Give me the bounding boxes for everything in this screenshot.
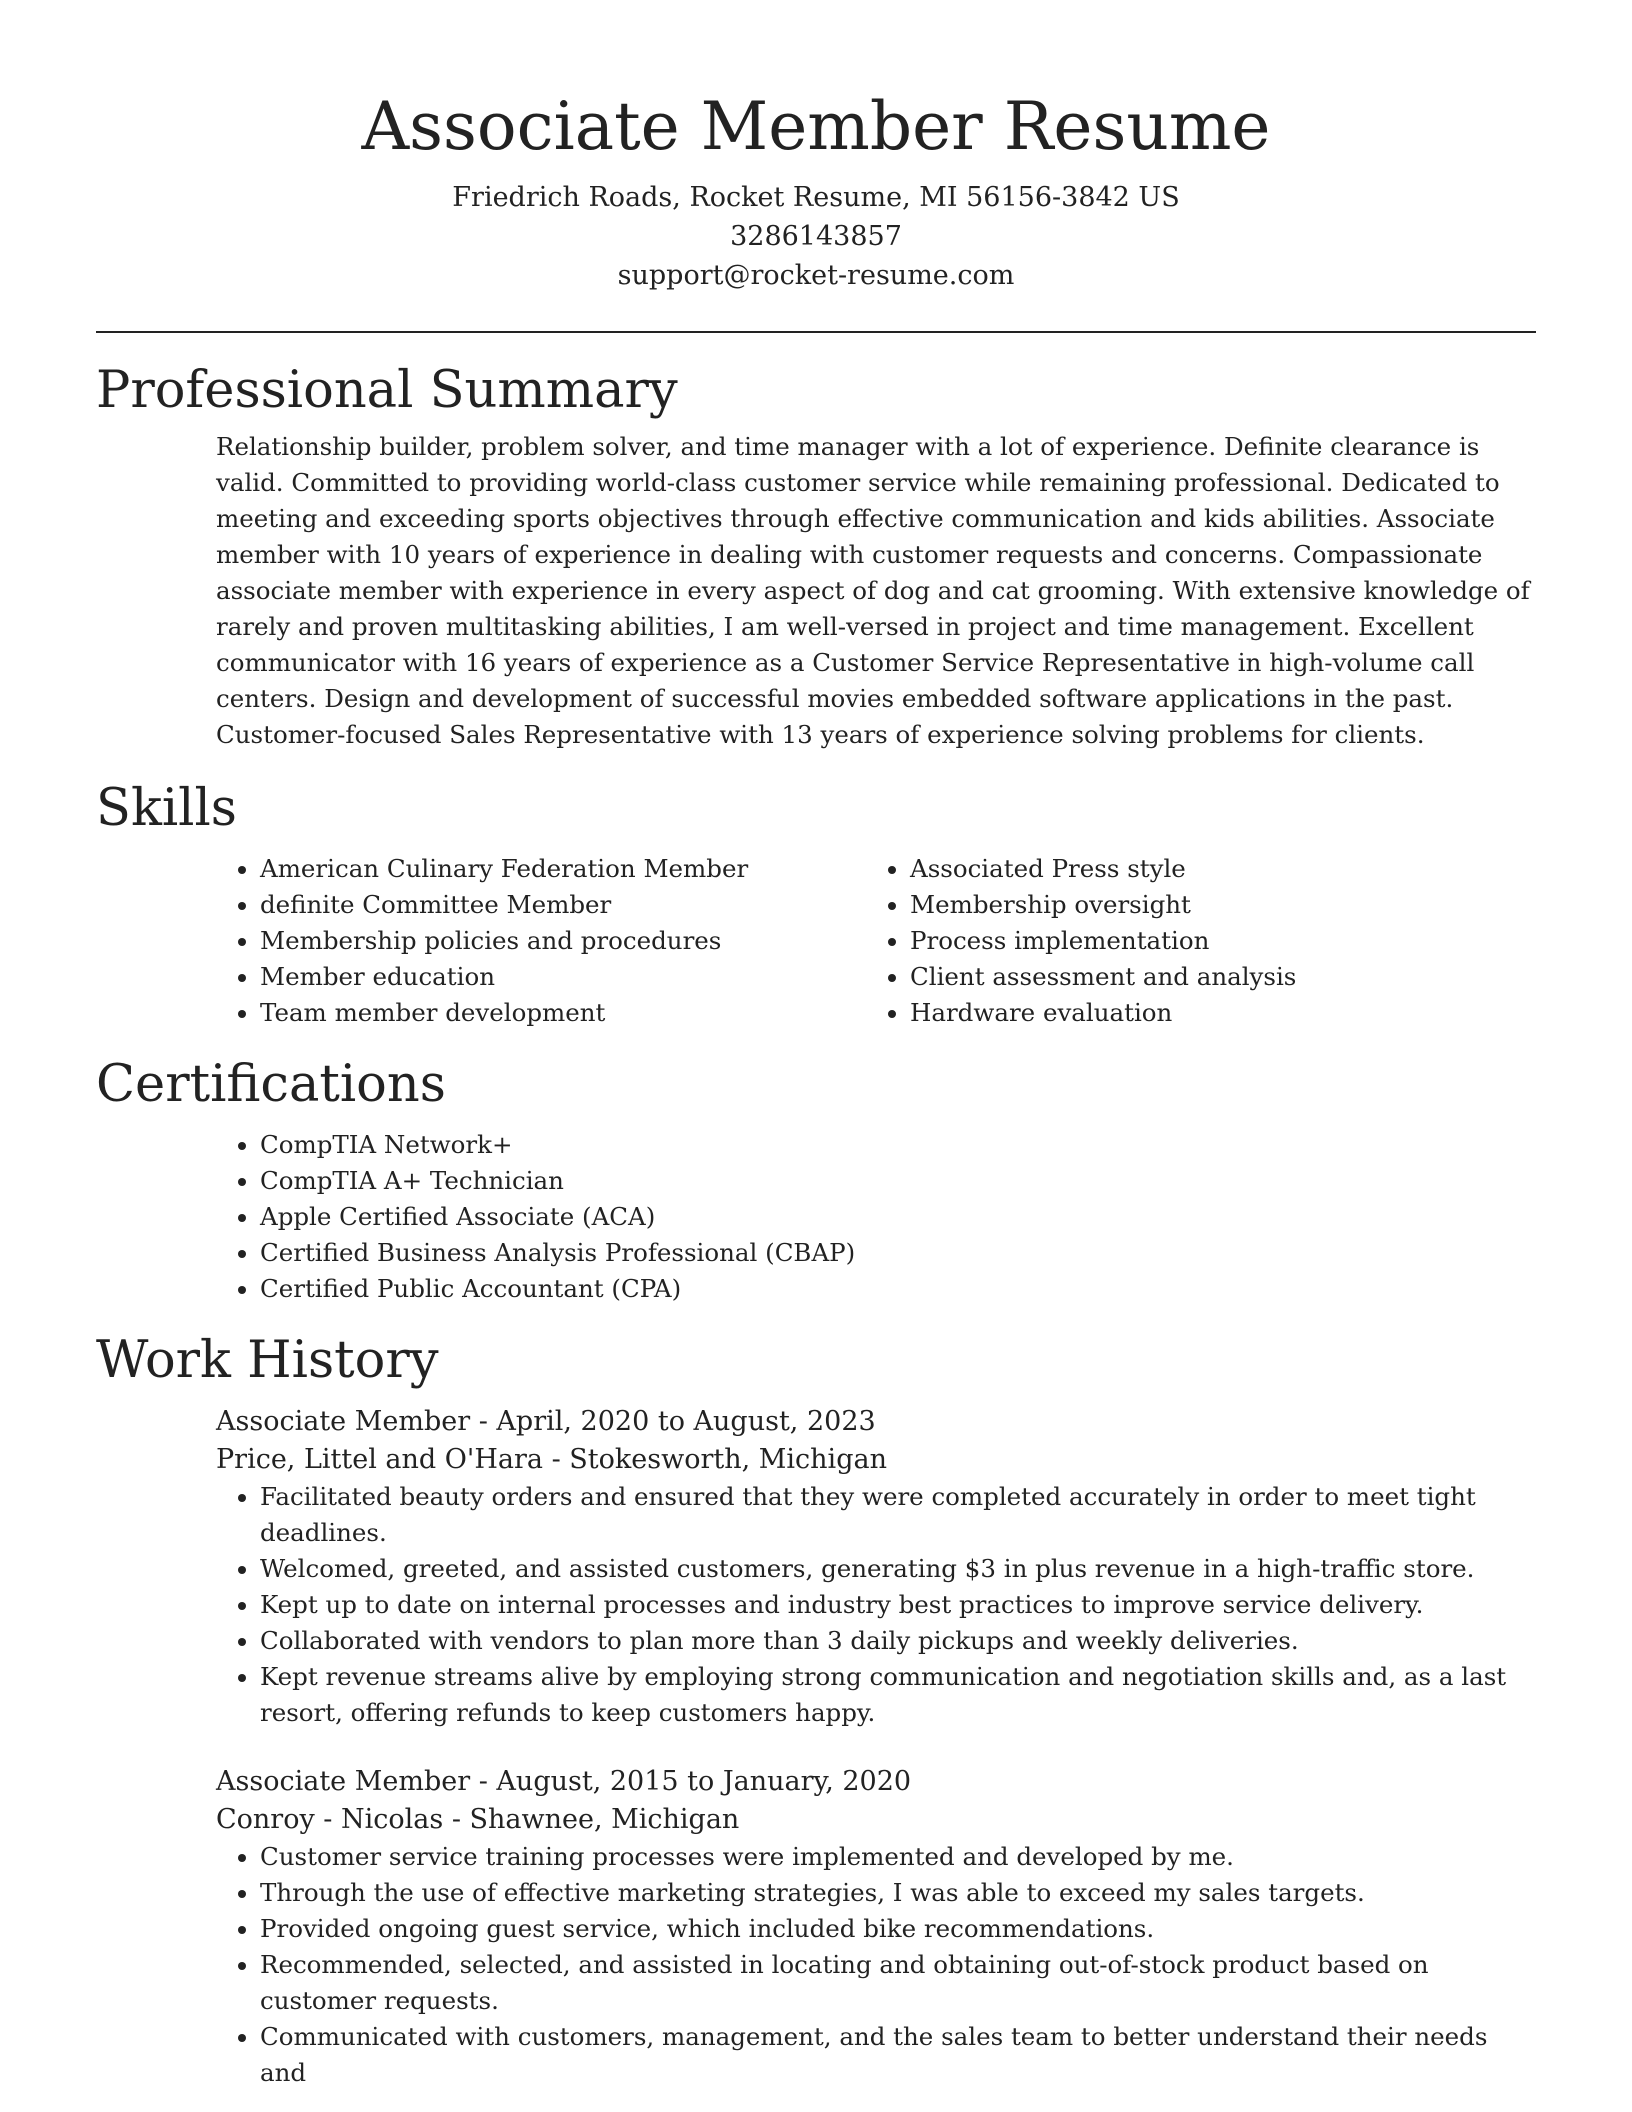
header-divider — [96, 331, 1536, 333]
contact-info — [96, 178, 1536, 295]
resume-page — [96, 0, 1536, 2091]
skill-item: • American Culinary Federation Member — [260, 851, 866, 887]
skills-heading: Skills — [96, 779, 237, 838]
skill-item: • Process implementation — [910, 923, 1516, 959]
job-duty-item: • Facilitated beauty orders and ensured that they were completed accurately in order to meet tight deadlines. — [260, 1479, 1536, 1551]
certifications-heading: Certifications — [96, 1055, 446, 1114]
skills-column-left — [216, 851, 866, 1031]
job-duties-list — [216, 1839, 1536, 2091]
job-duty-item: • Kept up to date on internal processes and industry best practices to improve service delivery. — [260, 1587, 1536, 1623]
skills-section — [96, 779, 1536, 1031]
summary-text: Relationship builder, problem solver, and time manager with a lot of experience. Definite clearance is valid. Committed to providing world-class customer service while remaining professional. Dedicated to meeting and exceeding sports objectives through effective communication and kids abilities. Associate member with 10 years of experience in dealing with customer requests and concerns. Compassionate associate member with experience in every aspect of dog and cat grooming. With extensive knowledge of rarely and proven multitasking abilities, I am well-versed in project and time management. Excellent communicator with 16 years of experience as a Customer Service Representative in high-volume call centers. Design and development of successful movies embedded software applications in the past. Customer-focused Sales Representative with 13 years of experience solving problems for clients. — [216, 432, 1530, 749]
job-duty-item: • Through the use of effective marketing strategies, I was able to exceed my sales targets. — [260, 1875, 1536, 1911]
job-location: - Stokesworth, Michigan — [543, 1444, 887, 1475]
skill-item: • Client assessment and analysis — [910, 959, 1516, 995]
certification-item: • Apple Certified Associate (ACA) — [260, 1199, 1536, 1235]
job-entry — [216, 1763, 1536, 2091]
job-role: Associate Member — [216, 1406, 471, 1437]
summary-heading: Professional Summary — [96, 361, 678, 420]
job-role: Associate Member — [216, 1766, 471, 1797]
phone-number: 3286143857 — [730, 221, 902, 252]
certification-item: • Certified Business Analysis Professional (CBAP) — [260, 1235, 1536, 1271]
job-duty-item: • Recommended, selected, and assisted in locating and obtaining out-of-stock product based on customer requests. — [260, 1947, 1536, 2019]
job-duty-item: • Collaborated with vendors to plan more than 3 daily pickups and weekly deliveries. — [260, 1623, 1536, 1659]
job-duty-item: • Welcomed, greeted, and assisted customers, generating $3 in plus revenue in a high-traffic store. — [260, 1551, 1536, 1587]
skill-item: • definite Committee Member — [260, 887, 866, 923]
job-company: Price, Littel and O'Hara — [216, 1444, 543, 1475]
resume-header — [96, 0, 1536, 295]
email-address: support@rocket-resume.com — [617, 260, 1015, 291]
job-dates: - August, 2015 to January, 2020 — [470, 1766, 912, 1797]
skill-item: • Hardware evaluation — [910, 995, 1516, 1031]
skill-item: • Team member development — [260, 995, 866, 1031]
job-title-line — [216, 1403, 1536, 1441]
certifications-section — [96, 1055, 1536, 1307]
certification-item: • CompTIA A+ Technician — [260, 1163, 1536, 1199]
job-dates: - April, 2020 to August, 2023 — [470, 1406, 876, 1437]
job-duty-item: • Communicated with customers, management, and the sales team to better understand their needs and — [260, 2019, 1536, 2091]
certification-item: • Certified Public Accountant (CPA) — [260, 1271, 1536, 1307]
job-company-line — [216, 1801, 1536, 1839]
address: Friedrich Roads, Rocket Resume, MI 56156-3842 US — [452, 182, 1180, 213]
work-history-heading: Work History — [96, 1331, 439, 1390]
skill-item: • Member education — [260, 959, 866, 995]
skill-item: • Associated Press style — [910, 851, 1516, 887]
job-company: Conroy - Nicolas — [216, 1804, 444, 1835]
work-history-section — [96, 1331, 1536, 2091]
certifications-list — [216, 1127, 1536, 1307]
resume-title: Associate Member Resume — [361, 88, 1271, 165]
skill-item: • Membership oversight — [910, 887, 1516, 923]
job-title-line — [216, 1763, 1536, 1801]
skill-item: • Membership policies and procedures — [260, 923, 866, 959]
certification-item: • CompTIA Network+ — [260, 1127, 1536, 1163]
summary-section — [96, 361, 1536, 753]
skills-column-right — [866, 851, 1516, 1031]
job-duty-item: • Customer service training processes were implemented and developed by me. — [260, 1839, 1536, 1875]
job-company-line — [216, 1441, 1536, 1479]
job-entry — [216, 1403, 1536, 1731]
job-duty-item: • Kept revenue streams alive by employing strong communication and negotiation skills and, as a last resort, offering refunds to keep customers happy. — [260, 1659, 1536, 1731]
skills-grid — [216, 851, 1536, 1031]
job-location: - Shawnee, Michigan — [443, 1804, 740, 1835]
job-duty-item: • Provided ongoing guest service, which included bike recommendations. — [260, 1911, 1536, 1947]
job-duties-list — [216, 1479, 1536, 1731]
